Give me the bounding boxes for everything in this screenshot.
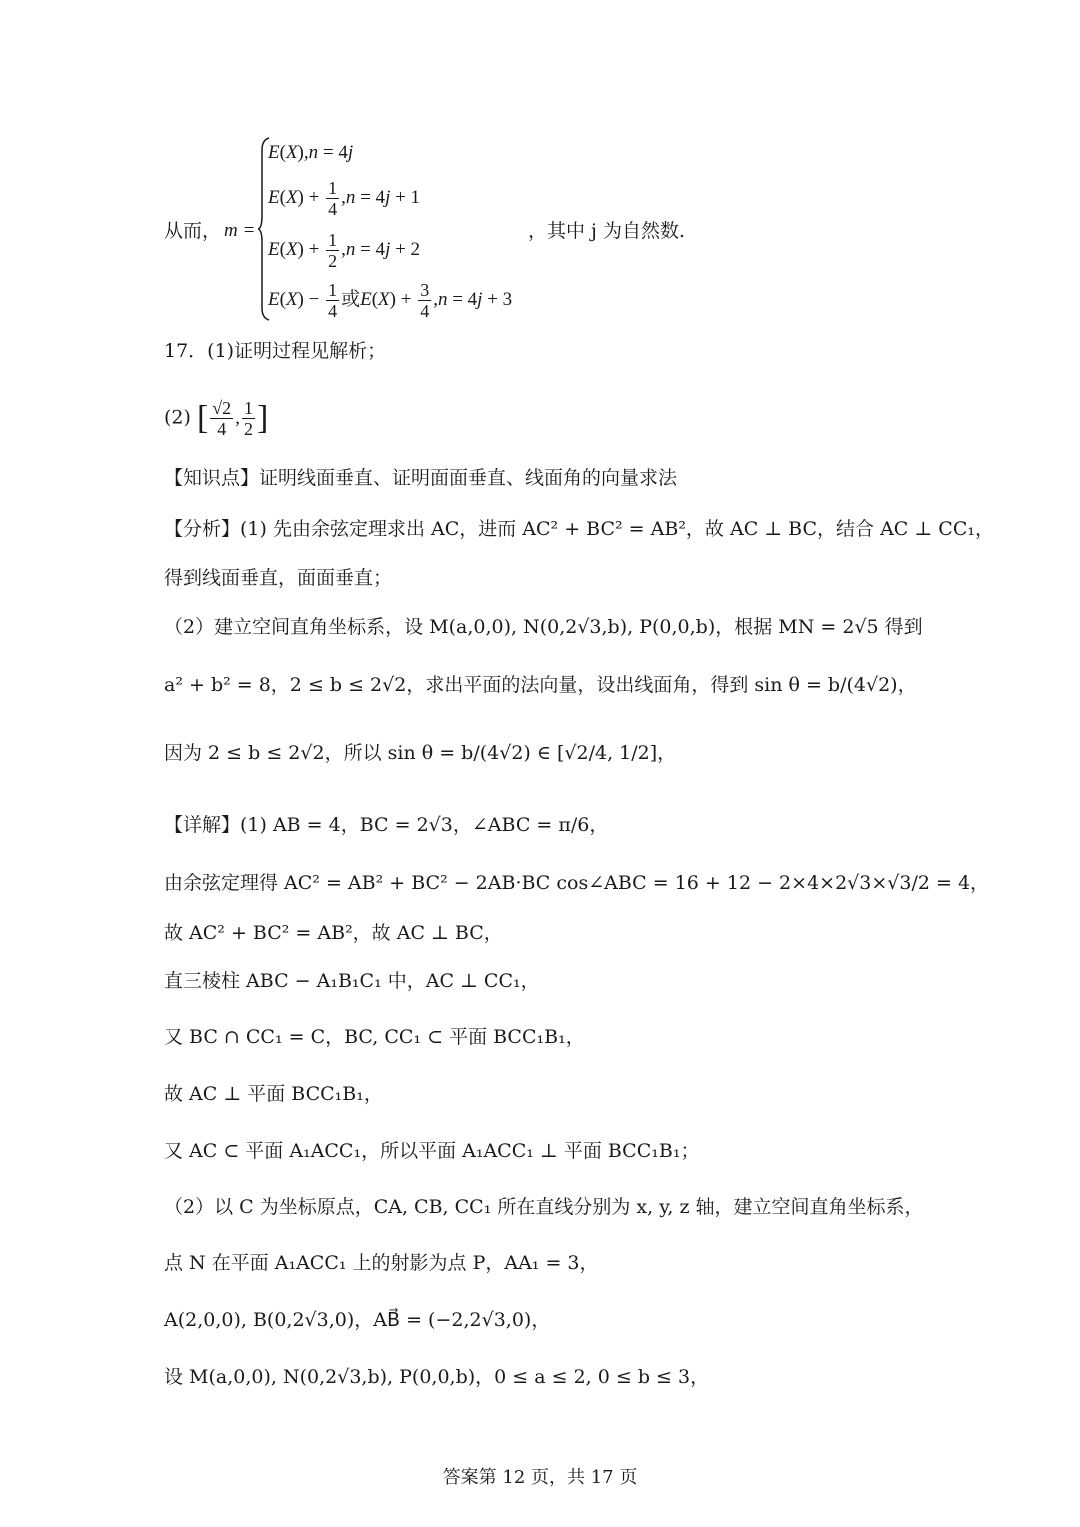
analysis-line-3: （2）建立空间直角坐标系，设 M(a,0,0), N(0,2√3,b), P(0,0,b)，根据 MN = 2√5 得到 (164, 616, 923, 638)
case-row-1: E(X),n = 4j (268, 142, 354, 163)
q17-part2-answer: [ $\frac{√2}{4}$ , $\frac{1}{2}$ ] (196, 398, 269, 439)
case-row-4: E(X) − $\frac{1}{4}$ 或E(X) + $\frac{3}{4}$ ,n = 4j + 3 (268, 280, 513, 321)
knowledge-points: 【知识点】证明线面垂直、证明面面垂直、线面角的向量求法 (164, 467, 678, 489)
detail-line-7: 又 AC ⊂ 平面 A₁ACC₁，所以平面 A₁ACC₁ ⊥ 平面 BCC₁B₁； (164, 1140, 700, 1162)
detail-line-2: 由余弦定理得 AC² = AB² + BC² − 2AB·BC cos∠ABC = 16 + 12 − 2×4×2√3×√3/2 = 4， (164, 872, 990, 894)
detail-line-9: 点 N 在平面 A₁ACC₁ 上的射影为点 P，AA₁ = 3， (164, 1252, 599, 1274)
detail-line-6: 故 AC ⊥ 平面 BCC₁B₁， (164, 1083, 383, 1105)
detail-line-11: 设 M(a,0,0), N(0,2√3,b), P(0,0,b)，0 ≤ a ≤ 2, 0 ≤ b ≤ 3， (164, 1366, 710, 1388)
q17-heading: 17．(1)证明过程见解析； (164, 340, 387, 362)
cases-lhs: m = (224, 220, 256, 241)
detail-line-8: （2）以 C 为坐标原点，CA, CB, CC₁ 所在直线分别为 x, y, z 轴，建立空间直角坐标系， (164, 1196, 924, 1218)
detail-line-3: 故 AC² + BC² = AB²，故 AC ⊥ BC， (164, 922, 503, 944)
detail-line-4: 直三棱柱 ABC − A₁B₁C₁ 中，AC ⊥ CC₁， (164, 970, 540, 992)
cases-prefix: 从而， (164, 220, 222, 242)
detail-line-5: 又 BC ∩ CC₁ = C，BC, CC₁ ⊂ 平面 BCC₁B₁， (164, 1026, 585, 1048)
cases-suffix: ，其中 j 为自然数. (528, 220, 686, 242)
analysis-line-2: 得到线面垂直，面面垂直； (164, 567, 393, 589)
q17-part2: (2) [ $\frac{√2}{4}$ , $\frac{1}{2}$ ] (164, 398, 269, 439)
analysis-line-4: a² + b² = 8，2 ≤ b ≤ 2√2，求出平面的法向量，设出线面角，得到 sin θ = b/(4√2)， (164, 674, 917, 696)
page-footer: 答案第 12 页，共 17 页 (442, 1467, 638, 1488)
analysis-line-1: 【分析】(1) 先由余弦定理求出 AC，进而 AC² + BC² = AB²，故 AC ⊥ BC，结合 AC ⊥ CC₁， (164, 518, 994, 540)
analysis-line-5: 因为 2 ≤ b ≤ 2√2，所以 sin θ = b/(4√2) ∈ [√2/4, 1/2]， (164, 742, 677, 764)
detail-line-1: 【详解】(1) AB = 4，BC = 2√3，∠ABC = π/6， (164, 814, 609, 836)
case-row-3: E(X) + $\frac{1}{2}$ ,n = 4j + 2 (268, 230, 421, 271)
piecewise-definition (258, 136, 528, 322)
case-row-2: E(X) + $\frac{1}{4}$ ,n = 4j + 1 (268, 178, 421, 219)
detail-line-10: A(2,0,0), B(0,2√3,0)，AB⃗ = (−2,2√3,0)， (164, 1309, 551, 1331)
